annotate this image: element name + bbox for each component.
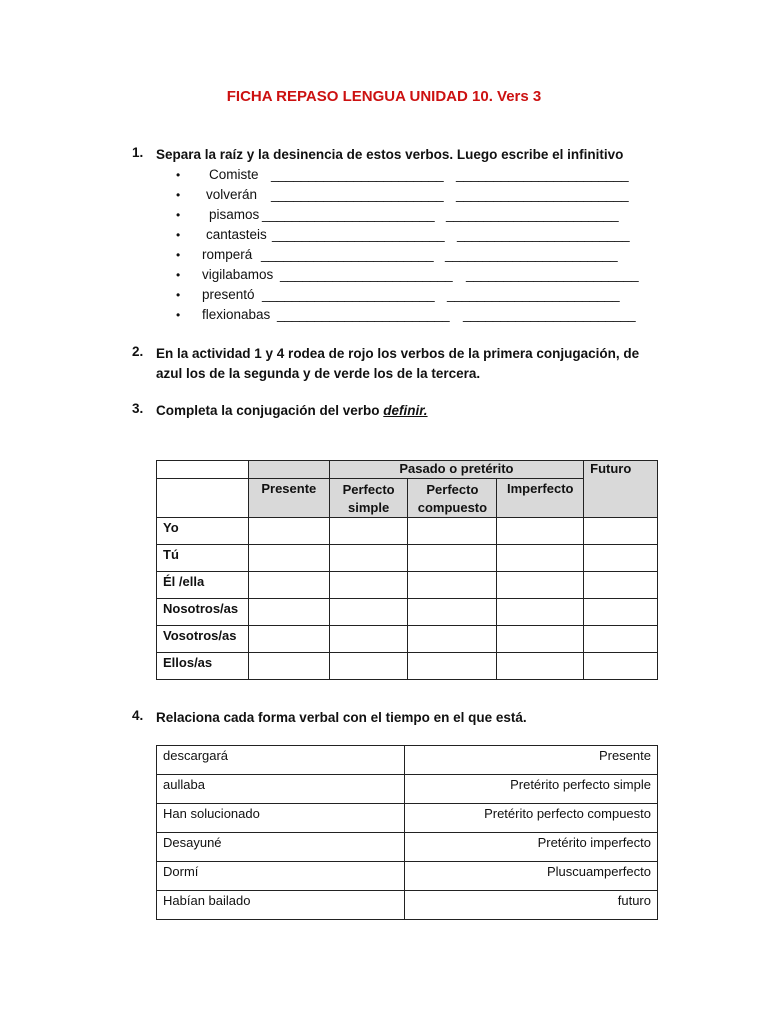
answer-line: _______________________ [272, 227, 445, 242]
answer-cell[interactable] [248, 518, 329, 545]
table-row [157, 746, 658, 775]
question-number: 2. [132, 344, 144, 359]
answer-cell[interactable] [584, 518, 658, 545]
verb-form: Desayuné [157, 833, 405, 862]
tense-name: Pretérito perfecto simple [405, 775, 658, 804]
answer-cell[interactable] [329, 599, 408, 626]
page-title: FICHA REPASO LENGUA UNIDAD 10. Vers 3 [226, 88, 542, 105]
answer-cell[interactable] [497, 599, 584, 626]
table-row [157, 804, 658, 833]
answer-cell[interactable] [408, 518, 497, 545]
answer-line: _______________________ [262, 207, 435, 222]
question-number: 3. [132, 401, 144, 416]
tense-name: Pretérito perfecto compuesto [405, 804, 658, 833]
answer-cell[interactable] [584, 626, 658, 653]
answer-line: _______________________ [447, 287, 620, 302]
verb-word: Comiste [209, 167, 259, 182]
verb-word: pisamos [209, 207, 260, 222]
answer-cell[interactable] [408, 653, 497, 680]
tense-name: futuro [405, 891, 658, 920]
table-cell-empty [157, 461, 249, 479]
answer-line: _______________________ [271, 167, 444, 182]
question-text: Relaciona cada forma verbal con el tiempo en el que está. [156, 710, 527, 725]
bullet: • [176, 268, 181, 282]
answer-cell[interactable] [248, 599, 329, 626]
header-line: compuesto [417, 500, 488, 515]
answer-cell[interactable] [408, 545, 497, 572]
verb-form: Habían bailado [157, 891, 405, 920]
bullet: • [176, 288, 181, 302]
row-label: Tú [157, 545, 249, 572]
table-row [157, 833, 658, 862]
answer-line: _______________________ [446, 207, 619, 222]
answer-cell[interactable] [248, 653, 329, 680]
question-text: En la actividad 1 y 4 rodea de rojo los verbos de la primera conjugación, de azul los de la segunda y de verde los de la tercera. [156, 346, 640, 381]
question-number: 1. [132, 145, 144, 160]
row-label: Vosotros/as [157, 626, 249, 653]
header-line: Perfecto [342, 482, 395, 497]
tense-name: Presente [405, 746, 658, 775]
table-cell-empty [157, 479, 249, 518]
bullet: • [176, 308, 181, 322]
verb-form: Han solucionado [157, 804, 405, 833]
answer-cell[interactable] [329, 626, 408, 653]
answer-cell[interactable] [248, 572, 329, 599]
header-perfecto-compuesto [408, 479, 497, 518]
answer-line: _______________________ [280, 267, 453, 282]
answer-line: _______________________ [261, 247, 434, 262]
table-row [157, 775, 658, 804]
header-imperfecto: Imperfecto [497, 479, 584, 518]
row-label: Él /ella [157, 572, 249, 599]
verb-word: vigilabamos [202, 267, 274, 282]
table-cell-empty [248, 461, 329, 479]
answer-cell[interactable] [497, 626, 584, 653]
verb-form: descargará [157, 746, 405, 775]
answer-cell[interactable] [329, 653, 408, 680]
verb-word: volverán [206, 187, 258, 202]
tense-name: Pluscuamperfecto [405, 862, 658, 891]
verb-form: aullaba [157, 775, 405, 804]
row-label: Nosotros/as [157, 599, 249, 626]
answer-line: _______________________ [456, 187, 629, 202]
answer-cell[interactable] [497, 653, 584, 680]
answer-cell[interactable] [497, 545, 584, 572]
tense-name: Pretérito imperfecto [405, 833, 658, 862]
answer-cell[interactable] [497, 572, 584, 599]
answer-cell[interactable] [584, 572, 658, 599]
verb-definir: definir. [383, 403, 428, 418]
question-text: Separa la raíz y la desinencia de estos verbos. Luego escribe el infinitivo [156, 147, 624, 162]
bullet: • [176, 228, 181, 242]
header-line: Perfecto [426, 482, 479, 497]
verb-form: Dormí [157, 862, 405, 891]
answer-line: _______________________ [463, 307, 636, 322]
answer-line: _______________________ [262, 287, 435, 302]
answer-cell[interactable] [408, 572, 497, 599]
answer-cell[interactable] [329, 518, 408, 545]
answer-cell[interactable] [584, 545, 658, 572]
answer-line: _______________________ [457, 227, 630, 242]
bullet: • [176, 248, 181, 262]
header-futuro: Futuro [584, 461, 658, 518]
bullet: • [176, 188, 181, 202]
answer-line: _______________________ [445, 247, 618, 262]
answer-cell[interactable] [584, 653, 658, 680]
row-label: Yo [157, 518, 249, 545]
answer-line: _______________________ [271, 187, 444, 202]
table-row [157, 862, 658, 891]
question-number: 4. [132, 708, 144, 723]
verb-word: romperá [202, 247, 253, 262]
header-presente: Presente [248, 479, 329, 518]
verb-word: cantasteis [206, 227, 267, 242]
bullet: • [176, 168, 181, 182]
bullet: • [176, 208, 181, 222]
relation-table [156, 745, 658, 920]
row-label: Ellos/as [157, 653, 249, 680]
question-text-main: Completa la conjugación del verbo [156, 403, 384, 418]
verb-word: flexionabas [202, 307, 271, 322]
answer-cell[interactable] [329, 545, 408, 572]
answer-line: _______________________ [277, 307, 450, 322]
answer-cell[interactable] [329, 572, 408, 599]
answer-cell[interactable] [497, 518, 584, 545]
verb-word: presentó [202, 287, 255, 302]
answer-cell[interactable] [584, 599, 658, 626]
table-row [157, 891, 658, 920]
header-pasado: Pasado o pretérito [329, 461, 583, 479]
answer-line: _______________________ [456, 167, 629, 182]
header-perfecto-simple [329, 479, 408, 518]
question-text [156, 401, 656, 421]
answer-cell[interactable] [248, 545, 329, 572]
answer-cell[interactable] [408, 626, 497, 653]
header-line: simple [348, 500, 390, 515]
answer-line: _______________________ [466, 267, 639, 282]
answer-cell[interactable] [248, 626, 329, 653]
conjugation-table [156, 460, 658, 680]
answer-cell[interactable] [408, 599, 497, 626]
